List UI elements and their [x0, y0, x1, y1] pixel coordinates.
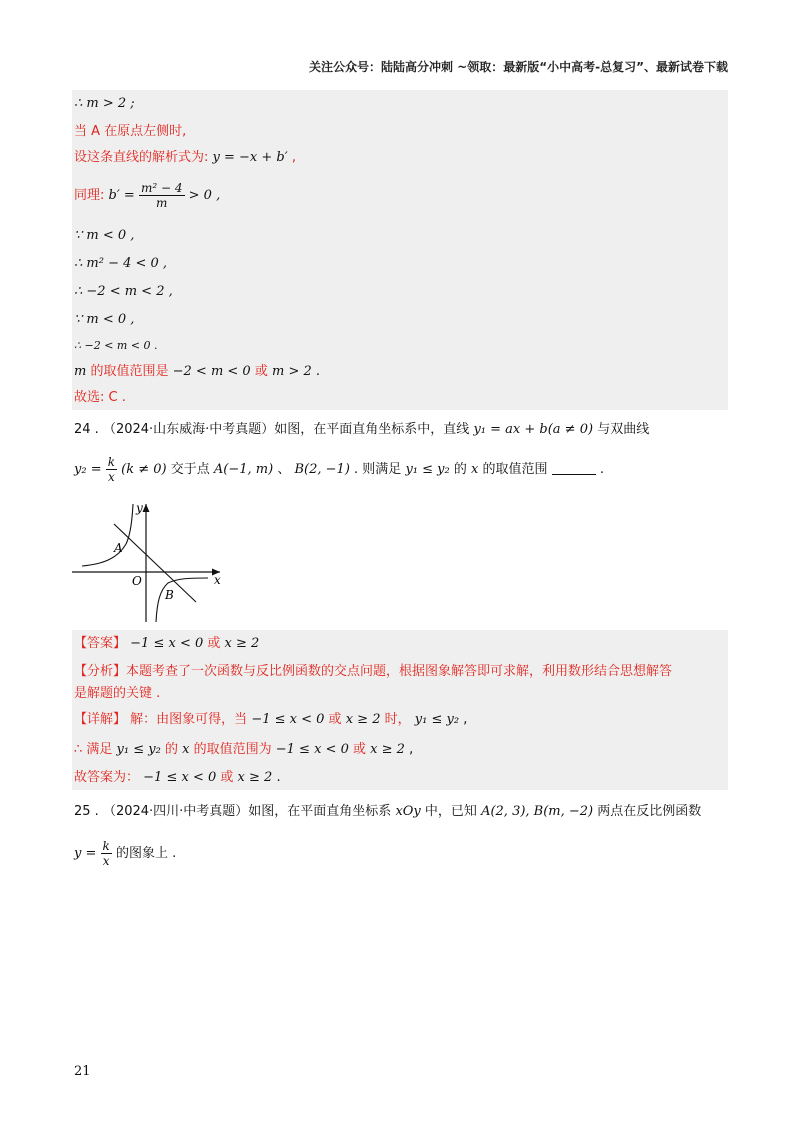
solution-choice: 故选: C .: [74, 390, 126, 405]
q24-hyperbola-fraction: [106, 455, 117, 484]
q25-text-2: 中，已知: [424, 804, 477, 819]
fraction-numerator: k: [107, 455, 116, 469]
detail-l2-or: 或: [353, 742, 367, 757]
solution-line-7: ∴ −2 < m < 2 ,: [74, 284, 173, 299]
detail-l2-text-3: 的取值范围为: [193, 742, 272, 757]
detail-text-2: 时，: [384, 712, 411, 727]
detail-math-2: x ≥ 2: [345, 712, 381, 727]
q24-point-a: A(−1, m): [213, 462, 274, 477]
q24-text-range: 的取值范围: [482, 462, 548, 477]
label-point-a: A: [114, 541, 123, 555]
q24-line-1: [74, 420, 649, 440]
solution-line-3-text: 设这条直线的解析式为:: [74, 150, 209, 165]
q24-text-satisfy: . 则满足: [354, 462, 402, 477]
detail-tag: 【详解】: [74, 712, 127, 727]
q25-function-lhs: y =: [74, 846, 97, 861]
detail-l2-text-4: ,: [409, 742, 414, 757]
range-math-2: m > 2: [272, 364, 312, 379]
detail-24-line-1: [74, 710, 467, 730]
line-y1: [114, 524, 196, 602]
analysis-24-line-2: 是解题的关键 .: [74, 686, 161, 701]
q24-line-2: [74, 452, 604, 488]
answer-math-1: −1 ≤ x < 0: [130, 636, 204, 651]
detail-l3-or: 或: [220, 770, 234, 785]
detail-text-1: 解：由图象可得，当: [130, 712, 248, 727]
fraction-numerator: k: [102, 839, 110, 853]
var-m: m: [74, 364, 87, 379]
solution-line-4-fraction: [139, 181, 185, 210]
detail-24-line-3: [74, 768, 281, 788]
range-math-1: −2 < m < 0: [172, 364, 251, 379]
coordinate-figure: [70, 498, 240, 626]
q25-line-1: [74, 802, 701, 822]
solution-line-4-text: 同理:: [74, 188, 105, 203]
detail-math-1: −1 ≤ x < 0: [251, 712, 325, 727]
q25-text-3: 两点在反比例函数: [597, 804, 702, 819]
range-text: 的取值范围是: [90, 364, 169, 379]
detail-l2-x: x: [182, 742, 190, 757]
q25-function-fraction: [101, 839, 112, 868]
solution-line-4: [74, 178, 220, 214]
q24-inequality: y₁ ≤ y₂: [405, 462, 450, 477]
solution-line-4-lhs: b′ =: [108, 188, 135, 203]
period: .: [315, 364, 321, 379]
q24-hyperbola-lhs: y₂ =: [74, 462, 102, 477]
solution-line-9: ∴ −2 < m < 0 .: [74, 339, 158, 352]
hyperbola-branch-right: [156, 578, 208, 622]
detail-l3-text-1: 故答案为：: [74, 770, 140, 785]
solution-line-3: [74, 148, 296, 168]
detail-24-line-2: [74, 740, 413, 760]
q24-var-x: x: [471, 462, 479, 477]
q24-text-of: 的: [453, 462, 467, 477]
solution-line-2: 当 A 在原点左侧时,: [74, 124, 187, 139]
q25-text-4: 的图象上 .: [115, 846, 177, 861]
label-y: y: [136, 501, 143, 515]
solution-line-3-tail: ,: [291, 150, 296, 165]
q24-point-b: B(2, −1): [294, 462, 350, 477]
label-x: x: [214, 573, 221, 587]
fraction-numerator: m² − 4: [140, 181, 183, 195]
solution-line-1: ∴ m > 2 ;: [74, 96, 135, 111]
fraction-denominator: m: [156, 196, 168, 210]
q25-line-2: [74, 836, 176, 872]
y-axis-arrow: [143, 504, 150, 512]
answer-tag: 【答案】: [74, 636, 127, 651]
q25-text-1: 25 . （2024·四川·中考真题）如图，在平面直角坐标系: [74, 804, 392, 819]
answer-blank: [552, 462, 596, 475]
detail-l3-math-1: −1 ≤ x < 0: [143, 770, 217, 785]
label-point-b: B: [165, 588, 174, 602]
detail-text-3: ,: [463, 712, 468, 727]
q24-text-tail: 与双曲线: [597, 422, 650, 437]
detail-or: 或: [328, 712, 342, 727]
solution-line-4-rhs: > 0 ,: [188, 188, 221, 203]
detail-l2-math-3: x ≥ 2: [370, 742, 405, 757]
page-header: 关注公众号：陆陆高分冲刺 ~领取：最新版“小中高考-总复习”、最新试卷下载: [309, 60, 728, 74]
solution-line-3-math: y = −x + b′: [212, 150, 288, 165]
fraction-denominator: x: [107, 470, 115, 484]
detail-l2-math-2: −1 ≤ x < 0: [275, 742, 349, 757]
detail-l2-math-1: y₁ ≤ y₂: [116, 742, 161, 757]
answer-or: 或: [207, 636, 221, 651]
solution-line-10: [74, 362, 320, 382]
q24-separator: 、: [277, 462, 291, 477]
q25-points: A(2, 3), B(m, −2): [481, 804, 594, 819]
fraction-denominator: x: [102, 854, 110, 868]
detail-math-3: y₁ ≤ y₂: [414, 712, 460, 727]
answer-24: [74, 634, 259, 654]
detail-l2-text-1: ∴ 满足: [74, 742, 113, 757]
analysis-text-1: 本题考查了一次函数与反比例函数的交点问题，根据图象解答即可求解，利用数形结合思想解答: [126, 664, 673, 679]
label-origin: O: [132, 574, 142, 588]
q24-text-intersect: 交于点: [170, 462, 210, 477]
analysis-tag: 【分析】: [74, 664, 127, 679]
solution-line-5: ∵ m < 0 ,: [74, 228, 135, 243]
q24-text: 24 . （2024·山东威海·中考真题）如图，在平面直角坐标系中，直线: [74, 422, 470, 437]
solution-line-8: ∵ m < 0 ,: [74, 312, 135, 327]
answer-math-2: x ≥ 2: [224, 636, 260, 651]
q24-line-math: y₁ = ax + b(a ≠ 0): [473, 422, 594, 437]
analysis-24-line-1: [74, 662, 672, 682]
q25-system: xOy: [395, 804, 421, 819]
q24-hyperbola-cond: (k ≠ 0): [121, 462, 167, 477]
detail-l3-math-2: x ≥ 2: [237, 770, 273, 785]
or-text: 或: [254, 364, 268, 379]
page-number: 21: [74, 1064, 91, 1079]
detail-l2-text-2: 的: [164, 742, 178, 757]
q24-end: .: [599, 462, 604, 477]
detail-l3-text-2: .: [276, 770, 281, 785]
solution-line-6: ∴ m² − 4 < 0 ,: [74, 256, 168, 271]
